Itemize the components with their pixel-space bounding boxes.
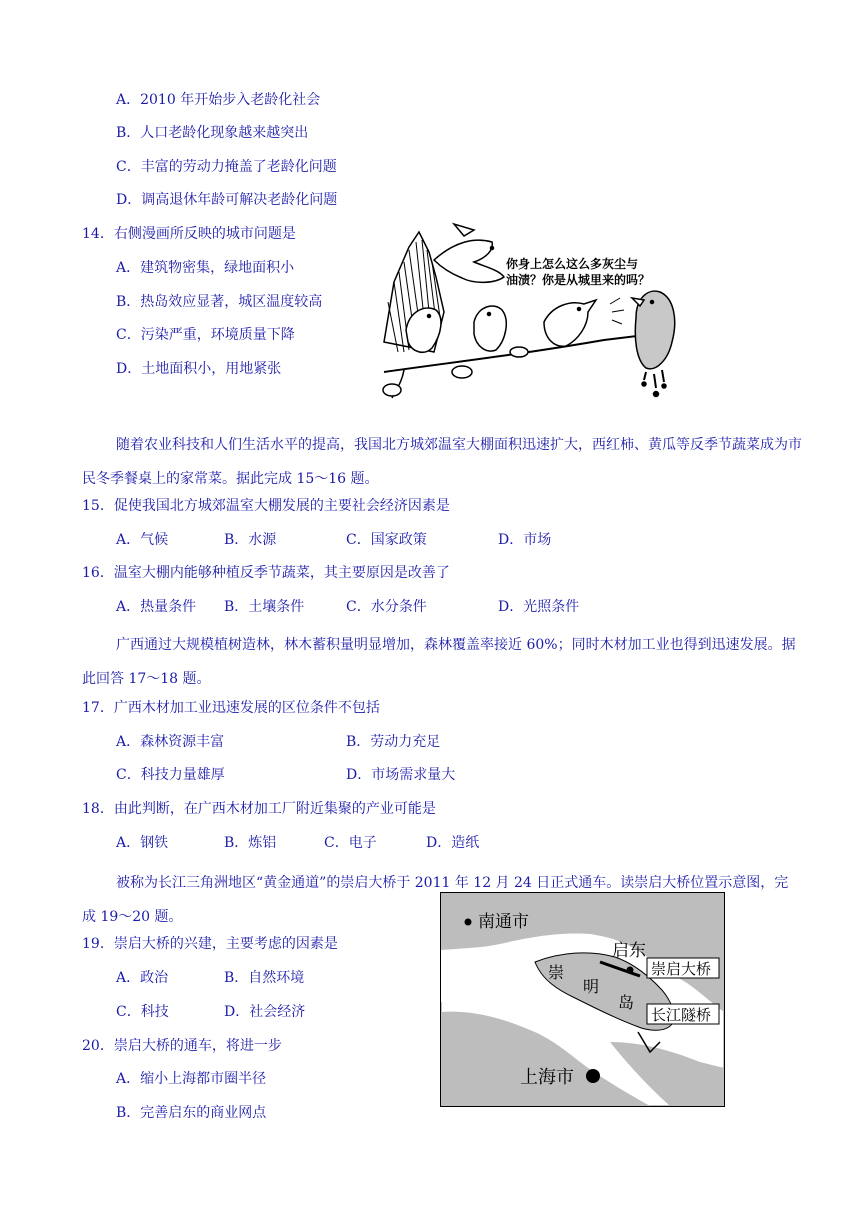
map-label-bridge: 崇启大桥 xyxy=(651,960,712,978)
q19-option-a: A．政治 xyxy=(116,970,169,986)
q14-stem: 14．右侧漫画所反映的城市问题是 xyxy=(82,226,296,242)
q19-option-d: D．社会经济 xyxy=(224,1004,306,1020)
chongqi-bridge-map xyxy=(440,892,725,1107)
map-label-tunnel: 长江隧桥 xyxy=(651,1006,712,1024)
q13-option-c: C．丰富的劳动力掩盖了老龄化问题 xyxy=(116,159,337,175)
q17-option-b: B．劳动力充足 xyxy=(346,734,441,750)
q17-option-d: D．市场需求量大 xyxy=(346,767,456,783)
q19-option-c: C．科技 xyxy=(116,1004,169,1020)
map-label-qidong: 启东 xyxy=(612,941,646,961)
q14-option-d: D．土地面积小，用地紧张 xyxy=(116,361,282,377)
map-label-dao: 岛 xyxy=(618,993,635,1012)
passage-17-18: 广西通过大规模植树造林，林木蓄积量明显增加，森林覆盖率接近 60%；同时木材加工业也得到迅速发展。据此回答 17～18 题。 xyxy=(82,637,796,687)
bird-cartoon xyxy=(374,222,714,410)
q18-option-c: C．电子 xyxy=(324,835,377,851)
q20-option-a: A．缩小上海都市圈半径 xyxy=(116,1071,267,1087)
q19-stem: 19．崇启大桥的兴建，主要考虑的因素是 xyxy=(82,936,338,952)
q17-option-a: A．森林资源丰富 xyxy=(116,734,225,750)
cartoon-speech-line-1: 你身上怎么这么多灰尘与 xyxy=(506,257,639,271)
q14-option-b: B．热岛效应显著，城区温度较高 xyxy=(116,294,323,310)
map-label-shanghai: 上海市 xyxy=(520,1067,574,1088)
q18-stem: 18．由此判断，在广西木材加工厂附近集聚的产业可能是 xyxy=(82,801,436,817)
q15-option-a: A．气候 xyxy=(116,532,169,548)
shanghai-dot xyxy=(586,1069,600,1083)
q14-option-c: C．污染严重，环境质量下降 xyxy=(116,327,295,343)
q16-stem: 16．温室大棚内能够种植反季节蔬菜，其主要原因是改善了 xyxy=(82,565,450,581)
q18-option-d: D．造纸 xyxy=(426,835,480,851)
q17-option-c: C．科技力量雄厚 xyxy=(116,767,225,783)
q16-option-a: A．热量条件 xyxy=(116,599,197,615)
q15-option-d: D．市场 xyxy=(498,532,552,548)
map-label-nantong: 南通市 xyxy=(478,912,529,932)
nantong-dot xyxy=(465,919,472,926)
q16-option-b: B．土壤条件 xyxy=(224,599,305,615)
q17-stem: 17．广西木材加工业迅速发展的区位条件不包括 xyxy=(82,700,380,716)
q15-stem: 15．促使我国北方城郊温室大棚发展的主要社会经济因素是 xyxy=(82,498,450,514)
map-label-chong: 崇 xyxy=(548,963,565,982)
q13-option-d: D．调高退休年龄可解决老龄化问题 xyxy=(116,192,338,208)
q15-option-c: C．国家政策 xyxy=(346,532,427,548)
map-label-ming: 明 xyxy=(583,977,600,996)
passage-19-20: 被称为长江三角洲地区“黄金通道”的崇启大桥于 2011 年 12 月 24 日正式通车。读崇启大桥位置示意图，完成 19～20 题。 xyxy=(82,875,789,925)
q13-option-b: B．人口老龄化现象越来越突出 xyxy=(116,125,309,141)
q15-option-b: B．水源 xyxy=(224,532,277,548)
q14-option-a: A．建筑物密集，绿地面积小 xyxy=(116,260,295,276)
q16-option-d: D．光照条件 xyxy=(498,599,580,615)
q18-option-b: B．炼铝 xyxy=(224,835,277,851)
q19-option-b: B．自然环境 xyxy=(224,970,305,986)
q18-option-a: A．钢铁 xyxy=(116,835,169,851)
q16-option-c: C．水分条件 xyxy=(346,599,427,615)
cartoon-speech-line-2: 油渍？你是从城里来的吗？ xyxy=(506,273,651,287)
q20-stem: 20．崇启大桥的通车，将进一步 xyxy=(82,1038,282,1054)
q13-option-a: A．2010 年开始步入老龄化社会 xyxy=(116,92,321,108)
passage-15-16: 随着农业科技和人们生活水平的提高，我国北方城郊温室大棚面积迅速扩大，西红柿、黄瓜等反季节蔬菜成为市民冬季餐桌上的家常菜。据此完成 15～16 题。 xyxy=(82,437,802,487)
q20-option-b: B．完善启东的商业网点 xyxy=(116,1105,267,1121)
